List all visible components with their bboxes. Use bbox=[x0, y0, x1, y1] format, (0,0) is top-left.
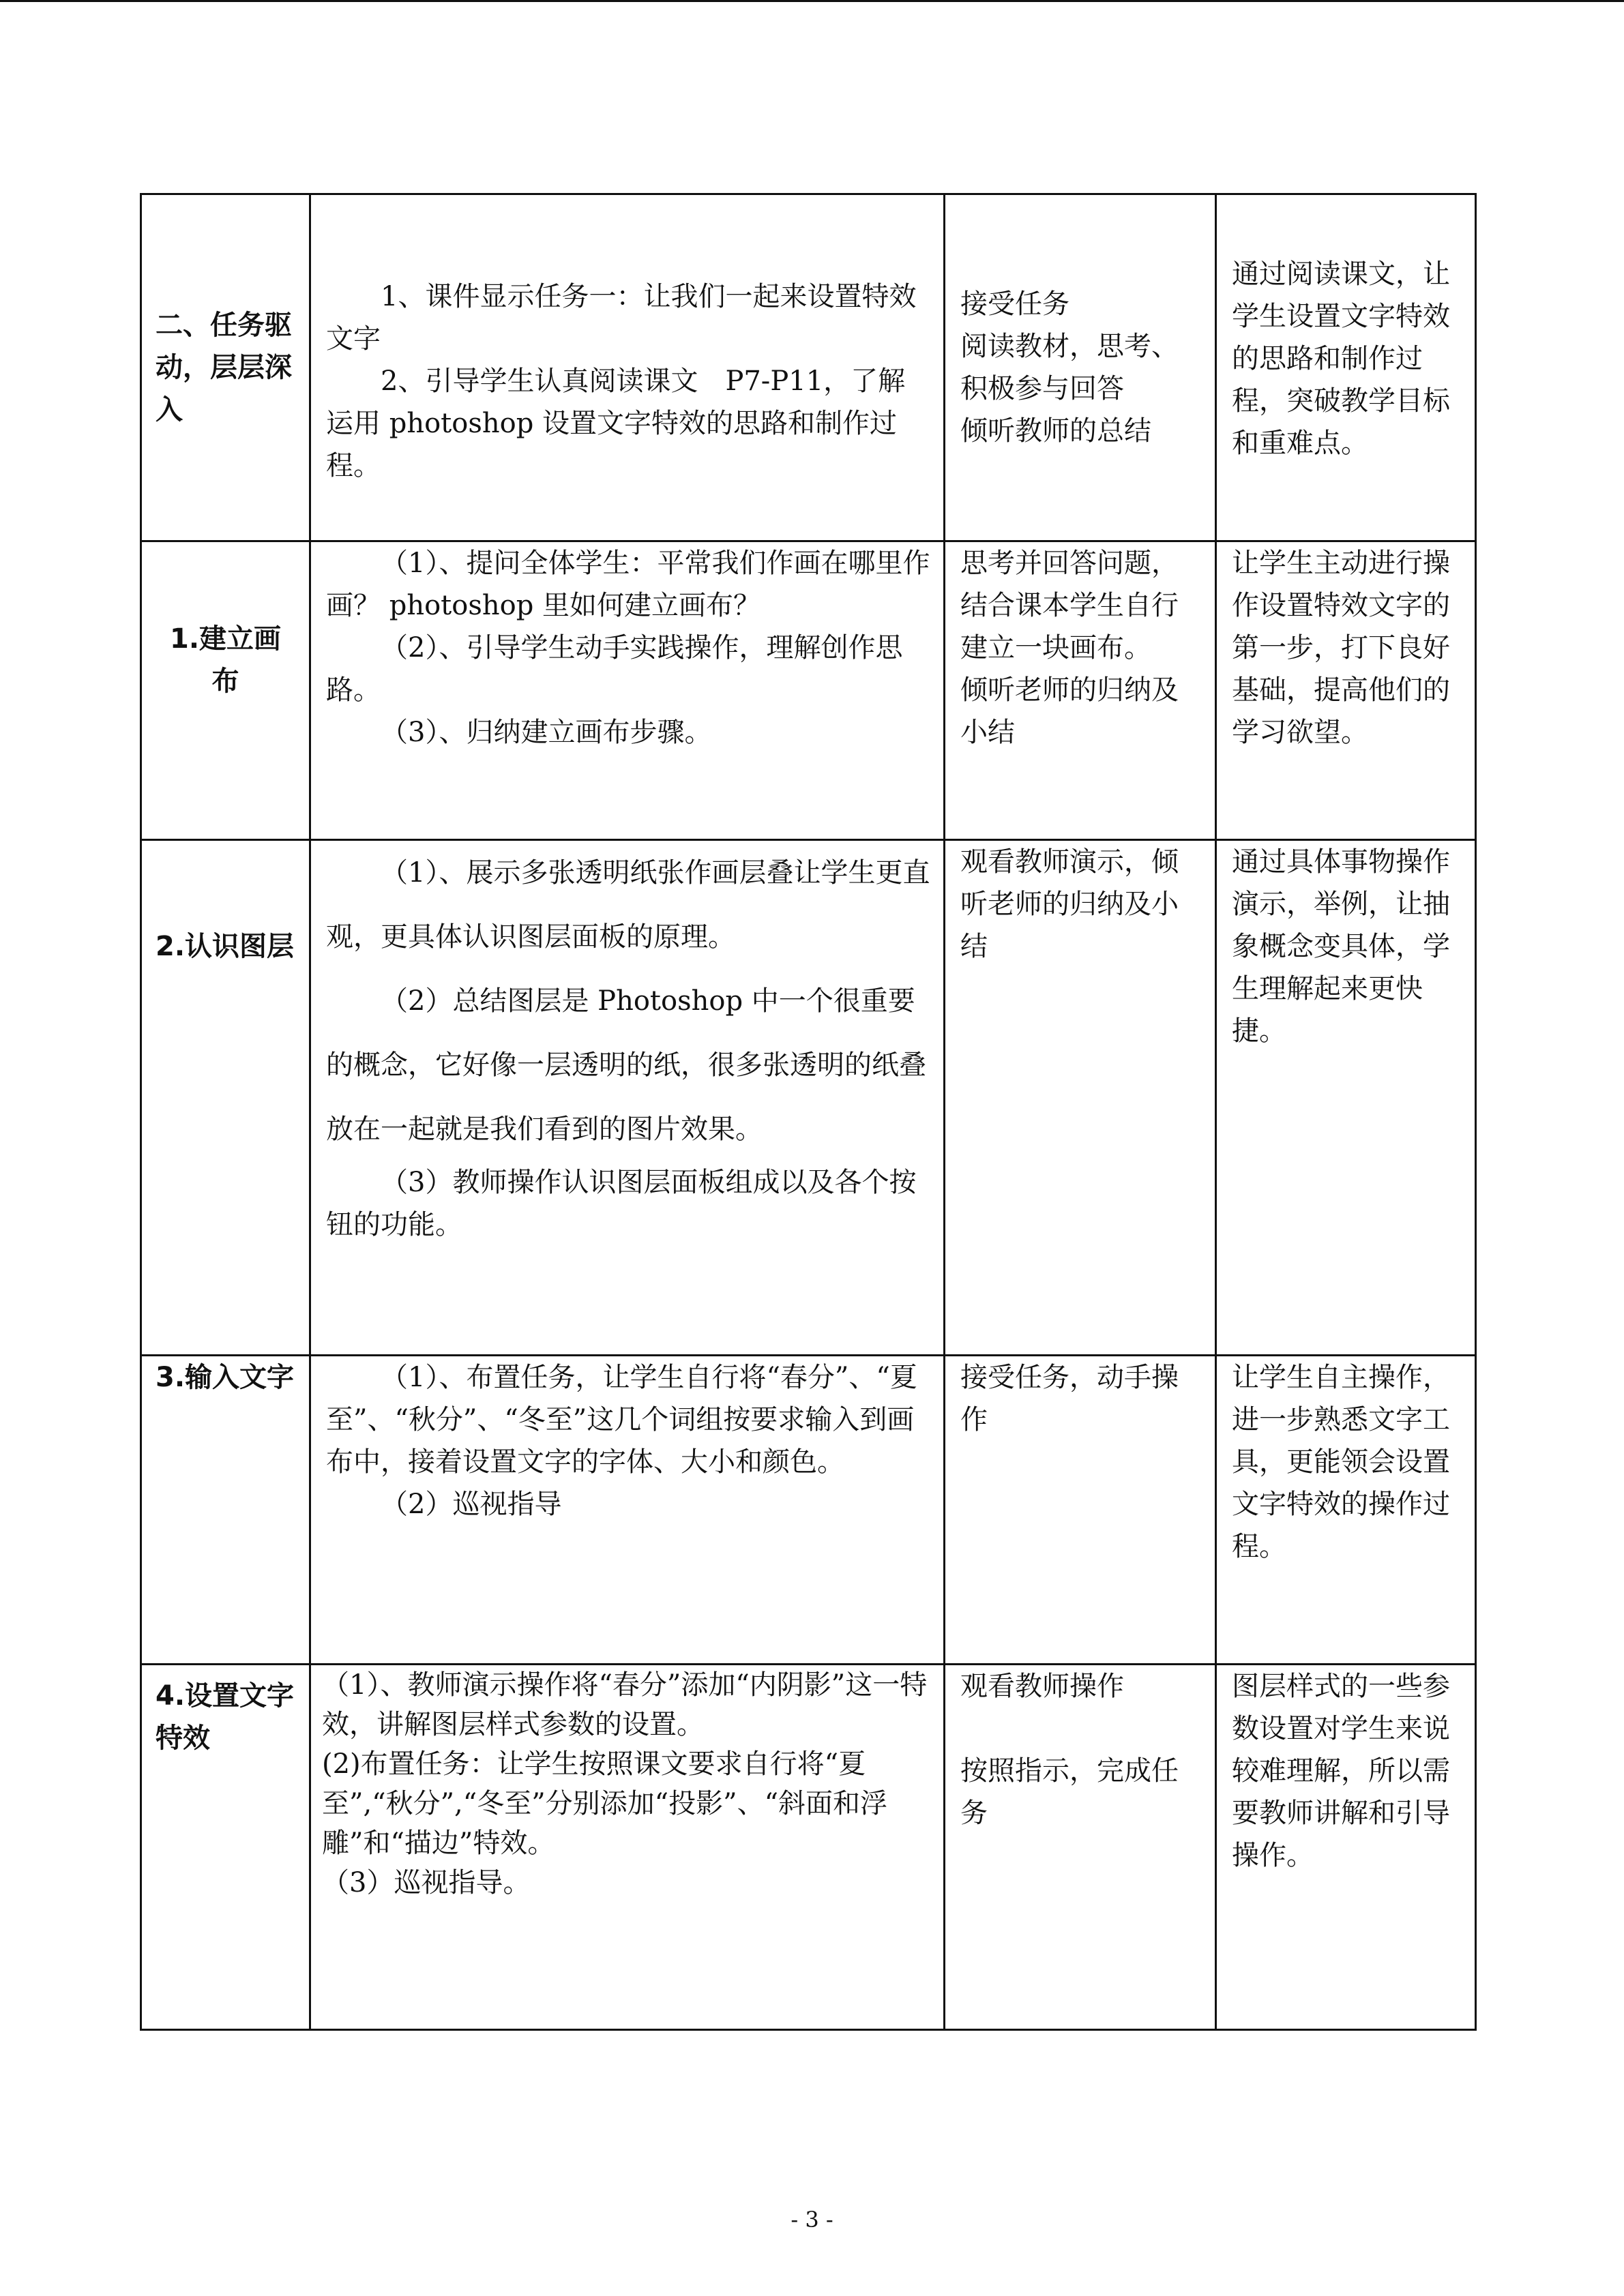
teacher-activity-text: （1）、提问全体学生：平常我们作画在哪里作画？ photoshop 里如何建立画布？ bbox=[326, 548, 930, 621]
student-activity-text: 倾听老师的归纳及小结 bbox=[960, 674, 1179, 748]
design-purpose-text: 让学生主动进行操作设置特效文字的第一步，打下良好基础，提高他们的学习欲望。 bbox=[1232, 548, 1450, 748]
table-row bbox=[141, 1665, 1476, 2030]
teacher-activity-text: (2)布置任务：让学生按照课文要求自行将“夏至”,“秋分”,“冬至”分别添加“投影”、“斜面和浮雕”和“描边”特效。 bbox=[322, 1748, 888, 1859]
stage-cell bbox=[141, 1665, 310, 2030]
student-activity-text: 思考并回答问题，结合课本学生自行建立一块画布。 bbox=[960, 548, 1179, 664]
student-activity-text: 阅读教材，思考、积极参与回答 bbox=[960, 331, 1179, 404]
student-activity-text: 观看教师操作 bbox=[960, 1671, 1124, 1702]
table-row bbox=[141, 840, 1476, 1356]
teacher-activity-cell bbox=[310, 541, 945, 840]
table-row bbox=[141, 1356, 1476, 1665]
student-activity-text: 倾听教师的总结 bbox=[960, 415, 1151, 447]
student-activity-text: 接受任务，动手操作 bbox=[960, 1362, 1179, 1435]
teacher-activity-text: 2、引导学生认真阅读课文 P7-P11，了解运用 photoshop 设置文字特效的思路和制作过程。 bbox=[326, 366, 906, 481]
teacher-activity-text: （3）巡视指导。 bbox=[322, 1867, 531, 1898]
design-purpose-cell bbox=[1216, 1356, 1476, 1665]
design-purpose-cell bbox=[1216, 541, 1476, 840]
table-row bbox=[141, 194, 1476, 541]
stage-cell bbox=[141, 840, 310, 1356]
design-purpose-text: 让学生自主操作，进一步熟悉文字工具，更能领会设置文字特效的操作过程。 bbox=[1232, 1362, 1450, 1562]
teacher-activity-text: （1）、布置任务，让学生自行将“春分”、“夏至”、“秋分”、“冬至”这几个词组按要求输入到画布中，接着设置文字的字体、大小和颜色。 bbox=[326, 1362, 917, 1478]
student-activity-text: 按照指示，完成任务 bbox=[960, 1755, 1179, 1829]
student-activity-text bbox=[960, 1708, 1202, 1750]
stage-label: 4.设置文字特效 bbox=[156, 1680, 295, 1754]
teacher-activity-text: （3）教师操作认识图层面板组成以及各个按钮的功能。 bbox=[326, 1167, 917, 1240]
student-activity-cell bbox=[945, 1356, 1216, 1665]
teacher-activity-text: （2）、引导学生动手实践操作，理解创作思路。 bbox=[326, 632, 903, 706]
design-purpose-cell bbox=[1216, 1665, 1476, 2030]
stage-cell bbox=[141, 541, 310, 840]
teacher-activity-text: 1、课件显示任务一：让我们一起来设置特效文字 bbox=[326, 281, 917, 355]
design-purpose-text: 通过阅读课文，让学生设置文字特效的思路和制作过程，突破教学目标和重难点。 bbox=[1232, 258, 1450, 459]
stage-label: 二、任务驱动，层层深入 bbox=[156, 310, 292, 426]
teacher-activity-text: （2）总结图层是 Photoshop 中一个很重要的概念，它好像一层透明的纸，很多张透明的纸叠放在一起就是我们看到的图片效果。 bbox=[326, 985, 926, 1145]
stage-label: 1.建立画布 bbox=[169, 623, 282, 697]
teacher-activity-text: （3）、归纳建立画布步骤。 bbox=[381, 717, 712, 748]
teacher-activity-text: （1）、教师演示操作将“春分”添加“内阴影”这一特效，讲解图层样式参数的设置。 bbox=[322, 1669, 928, 1740]
design-purpose-text: 图层样式的一些参数设置对学生来说较难理解，所以需要教师讲解和引导操作。 bbox=[1232, 1671, 1450, 1871]
teacher-activity-cell bbox=[310, 840, 945, 1356]
student-activity-cell bbox=[945, 1665, 1216, 2030]
stage-label: 2.认识图层 bbox=[156, 931, 295, 962]
stage-cell bbox=[141, 194, 310, 541]
teacher-activity-cell bbox=[310, 1665, 945, 2030]
teacher-activity-cell bbox=[310, 194, 945, 541]
design-purpose-text: 通过具体事物操作演示，举例，让抽象概念变具体，学生理解起来更快捷。 bbox=[1232, 846, 1450, 1047]
table-row bbox=[141, 541, 1476, 840]
teacher-activity-text: （1）、展示多张透明纸张作画层叠让学生更直观，更具体认识图层面板的原理。 bbox=[326, 857, 930, 953]
student-activity-cell bbox=[945, 840, 1216, 1356]
page-number: - 3 - bbox=[791, 2207, 833, 2233]
stage-label: 3.输入文字 bbox=[156, 1362, 295, 1393]
design-purpose-cell bbox=[1216, 194, 1476, 541]
lesson-plan-table bbox=[140, 193, 1477, 2031]
page-top-border bbox=[0, 0, 1624, 2]
student-activity-text: 观看教师演示，倾听老师的归纳及小结 bbox=[960, 846, 1179, 962]
teacher-activity-text: （2）巡视指导 bbox=[381, 1489, 562, 1520]
design-purpose-cell bbox=[1216, 840, 1476, 1356]
teacher-activity-cell bbox=[310, 1356, 945, 1665]
student-activity-cell bbox=[945, 541, 1216, 840]
student-activity-cell bbox=[945, 194, 1216, 541]
stage-cell bbox=[141, 1356, 310, 1665]
student-activity-text: 接受任务 bbox=[960, 288, 1069, 320]
